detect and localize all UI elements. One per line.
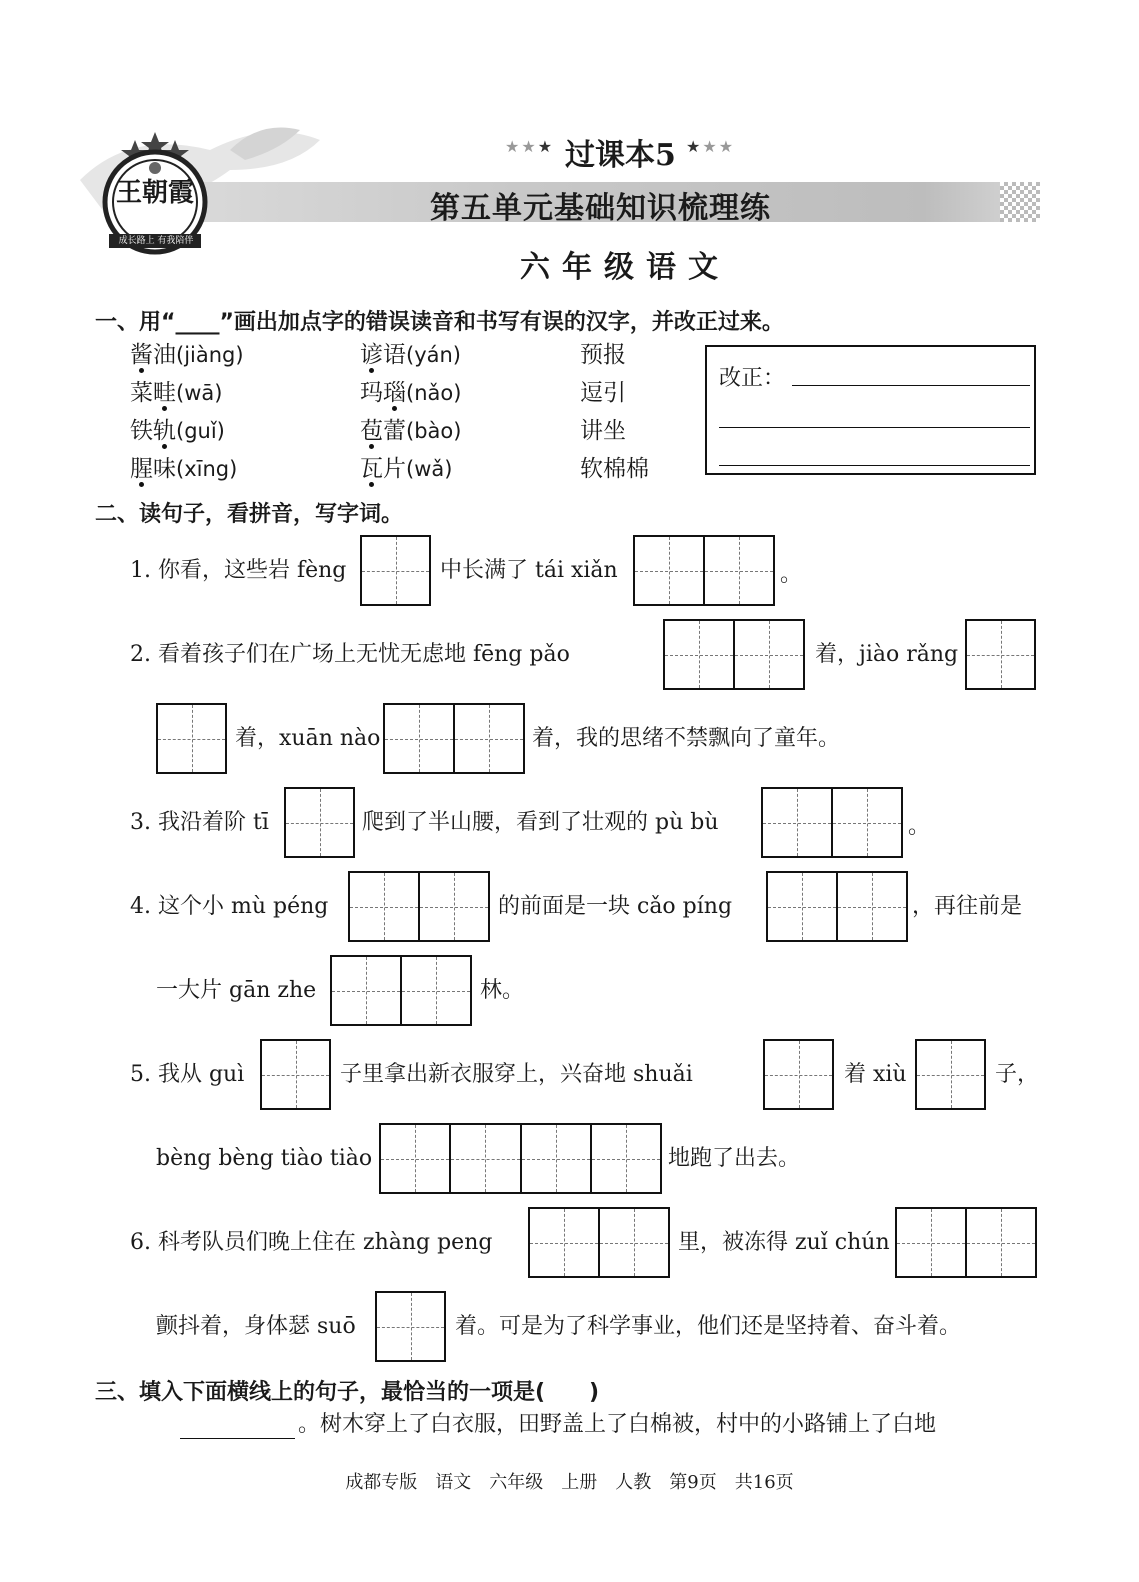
- section1-word[interactable]: 玛瑙: [360, 380, 406, 406]
- section2-title: 二、读句子，看拼音，写字词。: [95, 502, 404, 527]
- section1-pinyin: (guǐ): [176, 419, 225, 443]
- q6-text-c: 颤抖着，身体瑟 suō: [156, 1314, 356, 1339]
- q2-box-jiaorang-2[interactable]: [156, 703, 227, 774]
- q2-text-c: 着，xuān nào: [235, 726, 381, 751]
- q4-text-b: 的前面是一块 cǎo píng: [498, 894, 733, 919]
- q5-box-gui[interactable]: [260, 1039, 331, 1110]
- q5-text-a: 5. 我从 guì: [130, 1062, 245, 1087]
- section1-word[interactable]: 瓦片: [360, 456, 406, 482]
- stars-left: ★★★: [505, 137, 555, 156]
- section1-word[interactable]: 酱油: [130, 342, 176, 368]
- stars-right: ★★★: [686, 137, 736, 156]
- unit-title: 第五单元基础知识梳理练: [430, 191, 771, 226]
- section1-word[interactable]: 预报: [580, 342, 626, 368]
- q6-text-b: 里，被冻得 zuǐ chún: [678, 1230, 890, 1255]
- q5-text-c: 着 xiù: [844, 1062, 907, 1087]
- section3-blank[interactable]: [180, 1438, 295, 1439]
- q2-text-a: 2. 看着孩子们在广场上无忧无虑地 fēng pǎo: [130, 642, 570, 667]
- q5-text-b: 子里拿出新衣服穿上，兴奋地 shuǎi: [340, 1062, 693, 1087]
- correction-line-2[interactable]: [719, 427, 1030, 428]
- subject-title: 六年级语文: [520, 250, 730, 285]
- q4-text-d: 一大片 gān zhe: [156, 978, 317, 1003]
- section1-item: [580, 378, 690, 408]
- section1-pinyin: (wā): [176, 381, 223, 405]
- q4-box-ganzhe[interactable]: [330, 955, 472, 1026]
- q6-text-d: 着。可是为了科学事业，他们还是坚持着、奋斗着。: [455, 1314, 962, 1339]
- section1-pinyin: (wǎ): [406, 457, 453, 481]
- section1-item: [360, 416, 580, 446]
- q1-text-c: 。: [780, 562, 803, 587]
- q3-text-c: 。: [908, 814, 931, 839]
- section1-word-grid: [130, 340, 690, 484]
- q1-text-a: 1. 你看，这些岩 fèng: [130, 558, 347, 583]
- q3-box-ti[interactable]: [284, 787, 355, 858]
- q4-text-e: 林。: [480, 978, 525, 1003]
- section1-word[interactable]: 腥味: [130, 456, 176, 482]
- section1-item: [130, 416, 360, 446]
- q2-text-b: 着，jiào rǎng: [815, 642, 959, 667]
- section1-item: [580, 416, 690, 446]
- section1-word[interactable]: 苞蕾: [360, 418, 406, 444]
- page-footer: 成都专版 语文 六年级 上册 人教 第9页 共16页: [345, 1472, 794, 1493]
- section1-item: [130, 378, 360, 408]
- q3-box-pubu[interactable]: [761, 787, 903, 858]
- q5-box-bengbengtiaotiao[interactable]: [379, 1123, 662, 1194]
- q3-text-a: 3. 我沿着阶 tī: [130, 810, 269, 835]
- q2-box-jiaorang-1[interactable]: [965, 619, 1036, 690]
- section1-item: [360, 454, 580, 484]
- q2-box-fengpao[interactable]: [663, 619, 805, 690]
- section1-title: 一、用“____”画出加点字的错误读音和书写有误的汉字，并改正过来。: [95, 310, 784, 335]
- q5-text-d: 子，: [995, 1062, 1040, 1087]
- q4-text-a: 4. 这个小 mù péng: [130, 894, 329, 919]
- q1-box-taixian[interactable]: [633, 535, 775, 606]
- q1-text-b: 中长满了 tái xiǎn: [440, 558, 618, 583]
- section1-pinyin: (bào): [406, 419, 462, 443]
- q6-text-a: 6. 科考队员们晚上住在 zhàng peng: [130, 1230, 493, 1255]
- section1-item: [360, 378, 580, 408]
- q4-text-c: ，再往前是: [912, 894, 1023, 919]
- section1-item: [130, 454, 360, 484]
- correction-label: 改正：: [719, 366, 786, 391]
- q1-box-feng[interactable]: [360, 535, 431, 606]
- section1-word[interactable]: 铁轨: [130, 418, 176, 444]
- q5-text-f: 地跑了出去。: [668, 1146, 801, 1171]
- section1-item: [580, 454, 690, 484]
- section1-item: [580, 340, 690, 370]
- q3-text-b: 爬到了半山腰，看到了壮观的 pù bù: [362, 810, 719, 835]
- logo-name: 王朝霞: [115, 178, 194, 208]
- section1-pinyin: (xīng): [176, 457, 238, 481]
- q6-box-zhangpeng[interactable]: [528, 1207, 670, 1278]
- section1-word[interactable]: 软棉棉: [580, 456, 649, 482]
- section1-word[interactable]: 逗引: [580, 380, 626, 406]
- section1-word[interactable]: 谚语: [360, 342, 406, 368]
- section1-item: [130, 340, 360, 370]
- checker-decoration: [1000, 182, 1040, 222]
- section1-pinyin: (nǎo): [406, 381, 462, 405]
- section3-line: 。树木穿上了白衣服，田野盖上了白棉被，村中的小路铺上了白地: [298, 1412, 937, 1437]
- section1-word[interactable]: 菜畦: [130, 380, 176, 406]
- correction-line-1[interactable]: [792, 385, 1030, 386]
- logo-slogan: 成长路上 有我陪伴: [118, 236, 194, 246]
- q6-box-zuichun[interactable]: [895, 1207, 1037, 1278]
- section1-pinyin: (yán): [406, 343, 461, 367]
- correction-box: [705, 345, 1036, 475]
- q2-text-d: 着，我的思绪不禁飘向了童年。: [532, 726, 841, 751]
- section1-item: [360, 340, 580, 370]
- q4-box-mupeng[interactable]: [348, 871, 490, 942]
- q5-box-shuai[interactable]: [763, 1039, 834, 1110]
- book-title: 过课本5: [565, 138, 676, 173]
- q6-box-suo[interactable]: [375, 1291, 446, 1362]
- q4-box-caoping[interactable]: [766, 871, 908, 942]
- q5-text-e: bèng bèng tiào tiào: [156, 1146, 373, 1171]
- section3-title: 三、填入下面横线上的句子，最恰当的一项是( ): [95, 1380, 600, 1405]
- q2-box-xuannao[interactable]: [383, 703, 525, 774]
- section1-word[interactable]: 讲坐: [580, 418, 626, 444]
- correction-line-3[interactable]: [719, 465, 1030, 466]
- q5-box-xiu[interactable]: [915, 1039, 986, 1110]
- section1-pinyin: (jiàng): [176, 343, 244, 367]
